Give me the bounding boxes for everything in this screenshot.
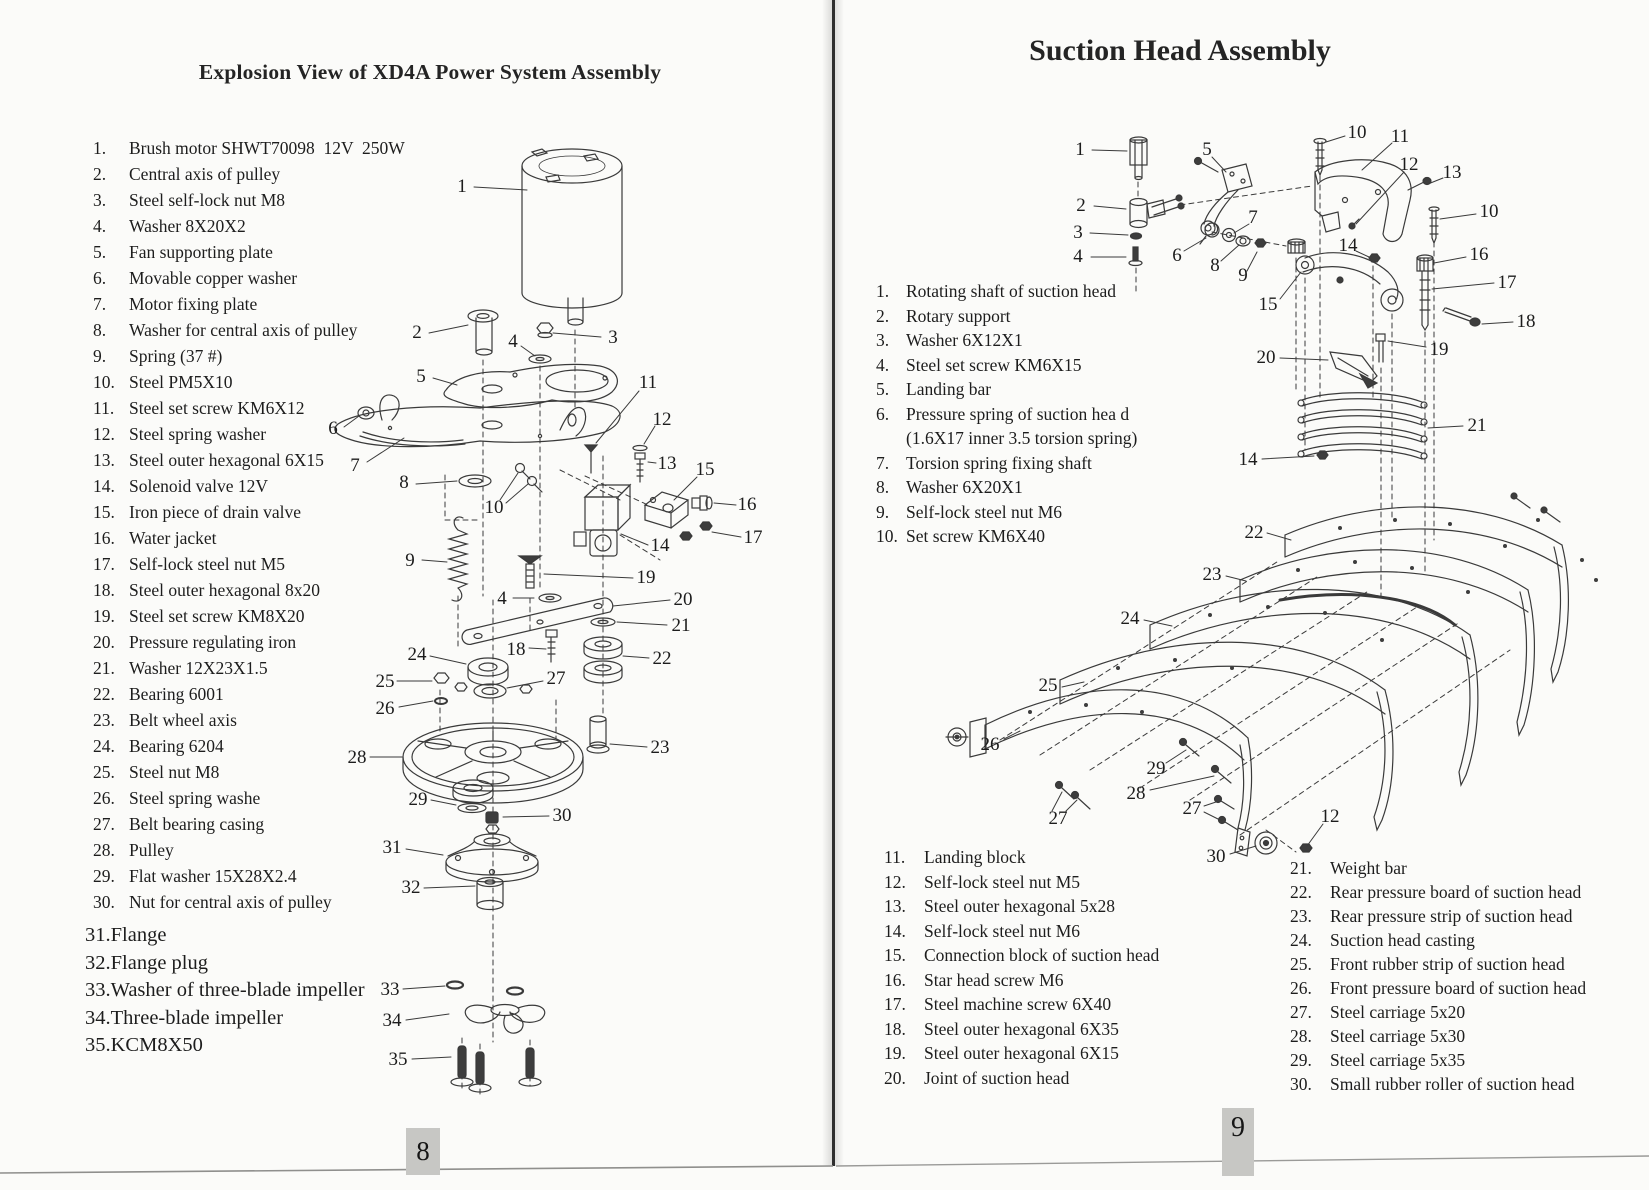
callout-number-20: 20	[673, 589, 693, 610]
callout-number-14: 14	[650, 535, 670, 556]
callout-number-8: 8	[399, 472, 409, 493]
part-number: 4.	[876, 354, 890, 375]
part-label: Water jacket	[129, 528, 217, 548]
callout-number-1: 1	[1075, 139, 1085, 160]
part-number: 4.	[93, 216, 107, 236]
part-number: 11.	[93, 398, 115, 418]
callout-number-34: 34	[382, 1010, 402, 1031]
callout-number-19: 19	[636, 567, 656, 588]
part-label: Self-lock steel nut M6	[906, 501, 1063, 522]
part-label: Steel outer hexagonal 6X15	[924, 1043, 1119, 1063]
part-number: 24.	[1290, 930, 1312, 950]
part-label: Connection block of suction head	[924, 945, 1160, 965]
callout-number-14: 14	[1338, 235, 1358, 256]
callout-number-3: 3	[608, 327, 618, 348]
part-number: 10.	[876, 526, 898, 546]
part-number: 34.	[85, 1006, 111, 1029]
part-number: 9.	[876, 501, 890, 522]
part-label: Suction head casting	[1330, 930, 1475, 950]
part-number: 8.	[93, 320, 107, 340]
part-number: 33.	[85, 979, 111, 1001]
callout-number-31: 31	[382, 837, 402, 858]
callout-number-27: 27	[546, 668, 566, 689]
part-label: Steel outer hexagonal 5x28	[924, 896, 1115, 916]
callout-number-3: 3	[1073, 222, 1083, 243]
part-number: 19.	[93, 606, 115, 626]
part-number: 13.	[93, 450, 115, 470]
callout-number-11: 11	[638, 372, 658, 393]
part-label: Solenoid valve 12V	[129, 476, 269, 496]
part-number: 20.	[93, 632, 115, 652]
part-number: 3.	[93, 190, 107, 210]
part-label: Flange	[110, 924, 167, 946]
part-label: Rear pressure strip of suction head	[1330, 906, 1573, 926]
part-label: Rear pressure board of suction head	[1330, 882, 1582, 902]
part-label: Fan supporting plate	[129, 242, 273, 262]
callout-number-24: 24	[1120, 608, 1140, 629]
part-label: Spring (37 #)	[129, 346, 223, 366]
part-number: 22.	[93, 684, 115, 704]
callout-number-7: 7	[350, 455, 360, 476]
callout-number-15: 15	[1258, 294, 1278, 315]
callout-number-28: 28	[347, 747, 367, 768]
part-number: 7.	[876, 452, 890, 473]
part-label: Flange plug	[110, 951, 208, 974]
callout-number-10: 10	[1347, 122, 1367, 143]
part-label: Iron piece of drain valve	[129, 502, 302, 522]
left-page-title: Explosion View of XD4A Power System Assembly	[198, 60, 662, 84]
part-number: 10.	[93, 372, 115, 392]
part-number: 30.	[1290, 1074, 1312, 1094]
callout-number-28: 28	[1126, 783, 1146, 804]
callout-number-12: 12	[1399, 154, 1419, 175]
part-number: 3.	[876, 330, 890, 350]
part-number: 22.	[1290, 882, 1312, 902]
part-label: (1.6X17 inner 3.5 torsion spring)	[906, 428, 1138, 448]
callout-number-9: 9	[1238, 265, 1248, 286]
callout-number-16: 16	[737, 494, 757, 515]
part-number: 28.	[1290, 1026, 1312, 1046]
callout-number-5: 5	[1202, 139, 1212, 160]
part-label: Brush motor SHWT70098 12V 250W	[129, 138, 405, 158]
callout-number-12: 12	[1320, 806, 1340, 827]
part-number: 7.	[93, 294, 107, 314]
part-label: Steel self-lock nut M8	[129, 190, 286, 210]
part-label: Joint of suction head	[924, 1067, 1070, 1088]
part-number: 25.	[1290, 954, 1312, 974]
part-label: Steel nut M8	[129, 762, 220, 782]
callout-number-17: 17	[1497, 272, 1517, 293]
callout-number-25: 25	[1038, 675, 1058, 696]
part-label: Steel set screw KM8X20	[129, 606, 305, 626]
part-label: Steel machine screw 6X40	[924, 994, 1112, 1014]
part-number: 30.	[93, 892, 115, 912]
part-number: 1.	[876, 281, 890, 301]
part-number: 18.	[884, 1018, 906, 1039]
part-label: Rotating shaft of suction head	[906, 281, 1116, 301]
part-label: Pressure regulating iron	[129, 632, 297, 652]
part-label: Washer 6X20X1	[906, 477, 1023, 497]
part-label: Star head screw M6	[924, 969, 1064, 990]
part-number: 20.	[884, 1067, 906, 1088]
callout-number-15: 15	[695, 459, 715, 480]
part-label: Self-lock steel nut M5	[129, 554, 286, 574]
part-number: 32.	[85, 951, 111, 974]
part-number: 25.	[93, 762, 115, 782]
callout-number-26: 26	[375, 698, 395, 719]
part-number: 2.	[93, 164, 107, 184]
callout-number-22: 22	[1244, 522, 1264, 543]
part-label: Rotary support	[906, 305, 1011, 326]
part-number: 16.	[93, 528, 115, 548]
callout-number-23: 23	[1202, 564, 1222, 585]
part-number: 16.	[884, 969, 906, 990]
callout-number-29: 29	[1146, 758, 1166, 779]
callout-number-16: 16	[1469, 244, 1489, 265]
callout-number-1: 1	[457, 176, 467, 197]
part-label: Three-blade impeller	[110, 1006, 284, 1029]
part-number: 2.	[876, 305, 890, 326]
part-label: Steel outer hexagonal 6X35	[924, 1018, 1119, 1039]
callout-number-4: 4	[497, 588, 507, 609]
callout-number-29: 29	[408, 789, 428, 810]
part-number: 15.	[884, 945, 906, 965]
part-label: Front pressure board of suction head	[1330, 978, 1587, 998]
part-label: Motor fixing plate	[129, 294, 258, 314]
part-label: Belt bearing casing	[129, 814, 265, 834]
callout-number-30: 30	[1206, 846, 1226, 867]
part-number: 14.	[884, 920, 906, 941]
callout-number-7: 7	[1248, 207, 1258, 228]
callout-number-4: 4	[508, 331, 518, 352]
part-number: 21.	[93, 658, 115, 678]
callout-number-2: 2	[412, 322, 422, 343]
part-number: 13.	[884, 896, 906, 916]
part-label: Washer for central axis of pulley	[129, 320, 358, 340]
part-label: Steel PM5X10	[129, 372, 233, 392]
part-number: 23.	[1290, 906, 1312, 926]
callout-number-25: 25	[375, 671, 395, 692]
callout-number-13: 13	[657, 453, 677, 474]
callout-number-18: 18	[1516, 311, 1536, 332]
part-number: 28.	[93, 840, 115, 860]
part-number: 23.	[93, 710, 115, 730]
callout-number-5: 5	[416, 366, 426, 387]
page-number-left: 8	[406, 1128, 440, 1175]
part-label: Weight bar	[1330, 858, 1407, 878]
part-number: 17.	[93, 554, 115, 574]
right-page-title: Suction Head Assembly	[1029, 34, 1331, 67]
part-label: Landing block	[924, 847, 1026, 867]
callout-number-12: 12	[652, 409, 672, 430]
callout-number-6: 6	[328, 418, 338, 439]
part-number: 6.	[876, 403, 890, 424]
part-number: 29.	[1290, 1050, 1312, 1070]
part-number: 11.	[884, 847, 906, 867]
part-label: Steel spring washe	[129, 788, 261, 808]
part-label: Small rubber roller of suction head	[1330, 1074, 1575, 1094]
part-number: 27.	[1290, 1002, 1312, 1022]
part-label: Torsion spring fixing shaft	[906, 452, 1092, 473]
part-label: Flat washer 15X28X2.4	[129, 866, 297, 886]
part-number: 14.	[93, 476, 115, 496]
part-number: 24.	[93, 736, 115, 756]
part-number: 19.	[884, 1043, 906, 1063]
part-label: Steel set screw KM6X12	[129, 398, 305, 418]
part-label: Washer 12X23X1.5	[129, 658, 268, 678]
part-label: Self-lock steel nut M6	[924, 920, 1081, 941]
callout-number-2: 2	[1076, 195, 1086, 216]
callout-number-24: 24	[407, 644, 427, 665]
callout-number-10: 10	[484, 497, 504, 518]
part-label: Pulley	[129, 840, 174, 860]
callout-number-32: 32	[401, 877, 421, 898]
part-number: 9.	[93, 346, 107, 366]
part-number: 5.	[876, 379, 890, 399]
part-label: Steel outer hexagonal 6X15	[129, 450, 324, 470]
part-label: Belt wheel axis	[129, 710, 237, 730]
part-number: 15.	[93, 502, 115, 522]
part-number: 5.	[93, 242, 107, 262]
callout-number-30: 30	[552, 805, 572, 826]
part-number: 17.	[884, 994, 906, 1014]
callout-number-9: 9	[405, 550, 415, 571]
part-label: Steel spring washer	[129, 424, 267, 444]
part-label: Washer 6X12X1	[906, 330, 1023, 350]
callout-number-26: 26	[980, 734, 1000, 755]
part-label: Movable copper washer	[129, 268, 298, 288]
part-number: 12.	[884, 871, 906, 892]
callout-number-21: 21	[1467, 415, 1487, 436]
part-label: KCM8X50	[110, 1034, 203, 1056]
callout-number-13: 13	[1442, 162, 1462, 183]
part-label: Bearing 6204	[129, 736, 224, 756]
callout-number-27: 27	[1048, 808, 1068, 829]
part-label: Washer 8X20X2	[129, 216, 246, 236]
part-label: Front rubber strip of suction head	[1330, 954, 1565, 974]
callout-number-21: 21	[671, 615, 691, 636]
part-label: Central axis of pulley	[129, 164, 281, 184]
callout-number-6: 6	[1172, 245, 1182, 266]
part-number: 26.	[93, 788, 115, 808]
part-label: Steel carriage 5x35	[1330, 1050, 1466, 1070]
callout-number-35: 35	[388, 1049, 408, 1070]
part-number: 27.	[93, 814, 115, 834]
part-number: 31.	[85, 924, 111, 946]
part-label: Steel outer hexagonal 8x20	[129, 580, 320, 600]
callout-number-23: 23	[650, 737, 670, 758]
part-number: 35.	[85, 1034, 111, 1056]
part-number: 12.	[93, 424, 115, 444]
part-label: Steel carriage 5x20	[1330, 1002, 1466, 1022]
callout-number-11: 11	[1390, 126, 1410, 147]
part-label: Steel set screw KM6X15	[906, 354, 1082, 375]
callout-number-8: 8	[1210, 255, 1220, 276]
part-label: Pressure spring of suction hea d	[906, 403, 1130, 424]
part-number: 8.	[876, 477, 890, 497]
callout-number-17: 17	[743, 527, 763, 548]
part-label: Self-lock steel nut M5	[924, 871, 1081, 892]
callout-number-19: 19	[1429, 339, 1449, 360]
callout-number-27: 27	[1182, 798, 1202, 819]
callout-number-18: 18	[506, 639, 526, 660]
part-number: 18.	[93, 580, 115, 600]
part-label: Steel carriage 5x30	[1330, 1026, 1466, 1046]
callout-number-14: 14	[1238, 449, 1258, 470]
callout-number-20: 20	[1256, 347, 1276, 368]
part-label: Landing bar	[906, 379, 992, 399]
part-number: 6.	[93, 268, 107, 288]
part-number: 26.	[1290, 978, 1312, 998]
part-label: Set screw KM6X40	[906, 526, 1046, 546]
part-label: Washer of three-blade impeller	[110, 979, 365, 1001]
part-number: 1.	[93, 138, 107, 158]
callout-number-4: 4	[1073, 246, 1083, 267]
part-number: 29.	[93, 866, 115, 886]
part-number: 21.	[1290, 858, 1312, 878]
part-label: Bearing 6001	[129, 684, 224, 704]
callout-number-33: 33	[380, 979, 400, 1000]
part-label: Nut for central axis of pulley	[129, 892, 332, 912]
page-number-right: 9	[1222, 1108, 1254, 1176]
callout-number-22: 22	[652, 648, 672, 669]
callout-number-10: 10	[1479, 201, 1499, 222]
